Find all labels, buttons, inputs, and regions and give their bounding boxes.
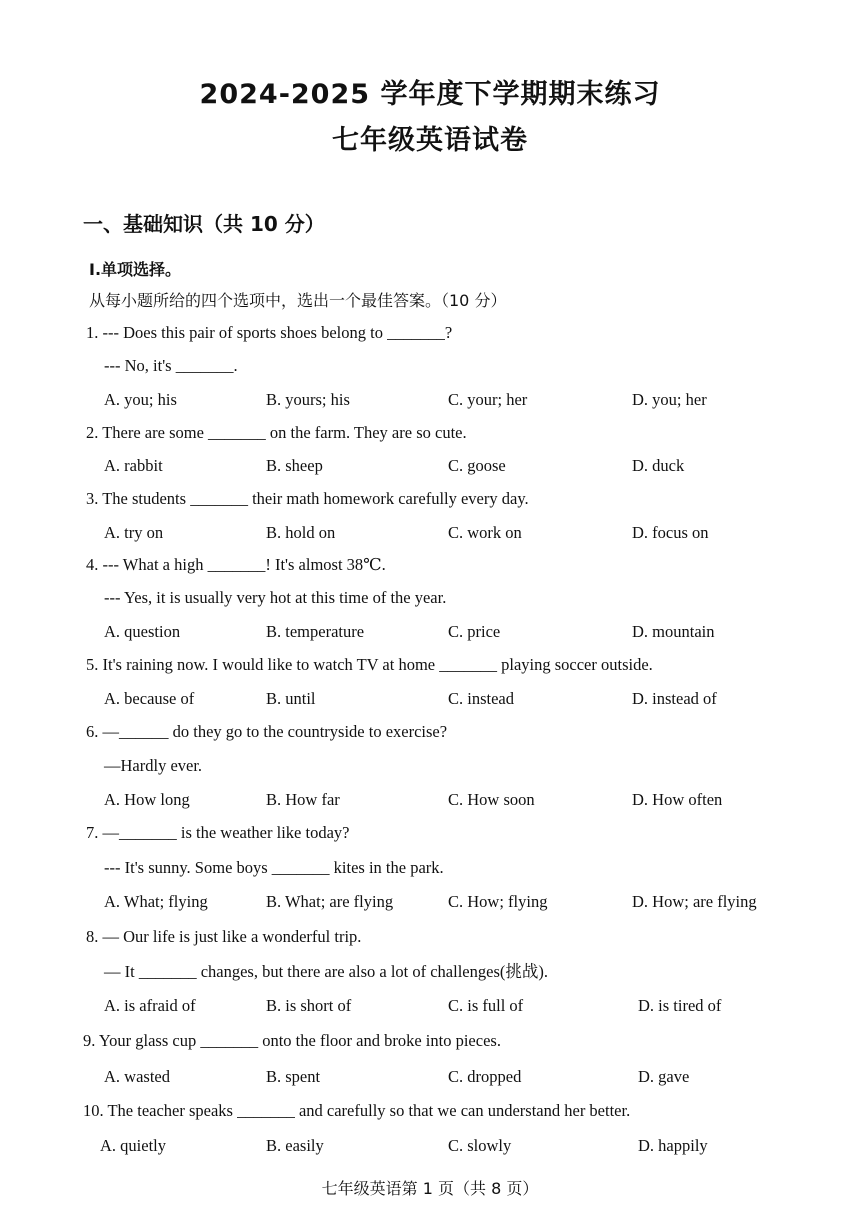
question-7-option-d: D. How; are flying [632,892,757,911]
question-5-option-c: C. instead [448,689,514,708]
question-7-option-a: A. What; flying [104,892,208,911]
question-5-line-1: 5. It's raining now. I would like to watch TV at home _______ playing soccer outside. [86,655,653,674]
question-3-option-b: B. hold on [266,523,336,542]
question-8-option-a: A. is afraid of [104,996,196,1015]
question-9-option-b: B. spent [266,1067,321,1086]
question-6-option-d: D. How often [632,790,723,809]
question-7-option-b: B. What; are flying [266,892,394,911]
question-3-option-d: D. focus on [632,523,709,542]
question-3-line-1: 3. The students _______ their math homework carefully every day. [86,489,529,508]
exam-subtitle: 七年级英语试卷 [332,125,528,156]
question-9-option-c: C. dropped [448,1067,522,1086]
question-9-option-a: A. wasted [104,1067,170,1086]
question-8-option-d: D. is tired of [638,996,722,1015]
question-6-option-c: C. How soon [448,790,535,809]
question-2-option-b: B. sheep [266,456,323,475]
question-10-option-c: C. slowly [448,1136,512,1155]
subsection-heading: Ⅰ.单项选择。 [89,260,182,279]
question-8-line-1: 8. — Our life is just like a wonderful trip. [86,927,362,946]
question-3-option-c: C. work on [448,523,522,542]
question-9-line-1: 9. Your glass cup _______ onto the floor and broke into pieces. [83,1031,501,1050]
question-4-option-c: C. price [448,622,501,641]
question-8-line-2: — It _______ changes, but there are also a lot of challenges(挑战). [104,962,548,981]
question-4-option-b: B. temperature [266,622,365,641]
question-1-option-b: B. yours; his [266,390,350,409]
question-10-line-1: 10. The teacher speaks _______ and carefully so that we can understand her better. [83,1101,631,1120]
section-heading: 一、基础知识（共 10 分） [83,212,325,236]
question-1-option-a: A. you; his [104,390,177,409]
question-1-option-d: D. you; her [632,390,707,409]
question-2-option-a: A. rabbit [104,456,163,475]
question-3-option-a: A. try on [104,523,164,542]
question-8-option-b: B. is short of [266,996,352,1015]
question-6-line-1: 6. —______ do they go to the countryside to exercise? [86,722,448,741]
question-6-option-b: B. How far [266,790,340,809]
question-5-option-b: B. until [266,689,316,708]
question-7-option-c: C. How; flying [448,892,548,911]
question-2-option-c: C. goose [448,456,506,475]
question-10-option-d: D. happily [638,1136,708,1155]
question-10-option-b: B. easily [266,1136,324,1155]
question-8-option-c: C. is full of [448,996,524,1015]
exam-title: 2024-2025 学年度下学期期末练习 [199,79,661,110]
question-2-option-d: D. duck [632,456,685,475]
question-4-option-a: A. question [104,622,181,641]
question-2-line-1: 2. There are some _______ on the farm. They are so cute. [86,423,467,442]
question-6-option-a: A. How long [104,790,190,809]
page-footer: 七年级英语第 1 页（共 8 页） [321,1179,539,1198]
question-9-option-d: D. gave [638,1067,690,1086]
question-1-line-1: 1. --- Does this pair of sports shoes belong to _______? [86,323,453,342]
question-7-line-2: --- It's sunny. Some boys _______ kites in the park. [104,858,444,877]
question-1-line-2: --- No, it's _______. [104,356,238,375]
question-10-option-a: A. quietly [100,1136,166,1155]
question-5-option-d: D. instead of [632,689,717,708]
question-7-line-1: 7. —_______ is the weather like today? [86,823,350,842]
question-5-option-a: A. because of [104,689,195,708]
instruction-text: 从每小题所给的四个选项中，选出一个最佳答案。（10 分） [89,291,507,310]
question-4-line-2: --- Yes, it is usually very hot at this time of the year. [104,588,447,607]
question-4-option-d: D. mountain [632,622,715,641]
question-6-line-2: —Hardly ever. [104,756,203,775]
question-4-line-1: 4. --- What a high _______! It's almost 38℃. [86,555,386,574]
question-1-option-c: C. your; her [448,390,528,409]
